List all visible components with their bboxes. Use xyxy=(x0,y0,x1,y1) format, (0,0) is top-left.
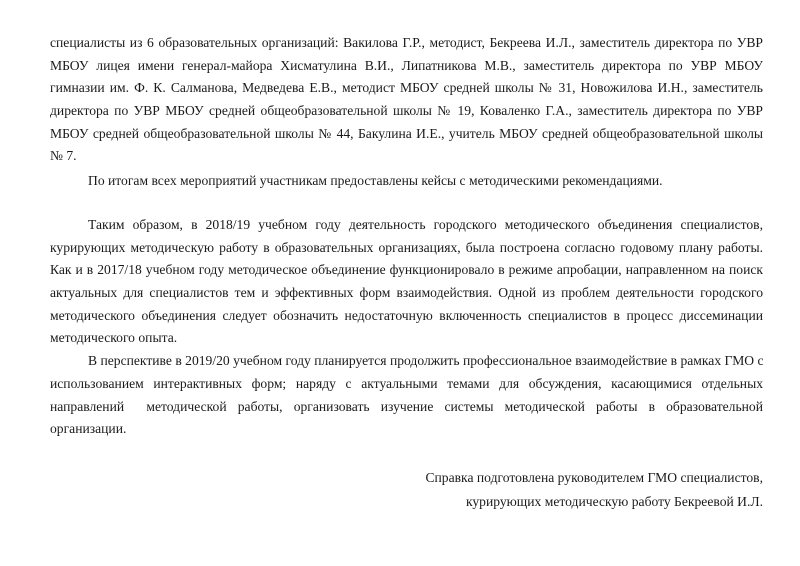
text-line: направлений методической работы, организовать изучение системы методической работы в образовательной xyxy=(50,398,763,414)
text-line: Таким образом, в 2018/19 учебном году деятельность городского методического объединения специалистов, xyxy=(88,217,763,232)
text-line: По итогам всех мероприятий участникам предоставлены кейсы с методическими рекомендациями. xyxy=(88,173,663,189)
text-line: Как и в 2017/18 учебном году методическое объединение функционировало в режиме апробации, направленном на поиск xyxy=(50,262,763,278)
text-line: использованием интерактивных форм; наряду с актуальными темами для обсуждения, касающимися отдельных xyxy=(50,375,763,391)
text-line: В перспективе в 2019/20 учебном году планируется продолжить профессиональное взаимодействие в рамках ГМО с xyxy=(88,353,764,369)
text-line: МБОУ лицея имени генерал-майора Хисматулина В.И., Липатникова М.В., заместитель директора по УВР МБОУ xyxy=(50,57,763,73)
text-line: курирующих методическую работу в образовательных организациях, была построена согласно годовому плану работы. xyxy=(50,239,763,255)
text-line: МБОУ средней общеобразовательной школы № 44, Бакулина И.Е., учитель МБОУ средней общеобразовательной школы xyxy=(50,125,763,141)
text-line: актуальных для специалистов тем и эффективных форм взаимодействия. Одной из проблем деятельности городского xyxy=(50,285,763,301)
text-line: специалисты из 6 образовательных организаций: Вакилова Г.Р., методист, Бекреева И.Л., заместитель директора по УВР xyxy=(50,35,763,50)
paragraph-participants xyxy=(50,32,763,193)
signature xyxy=(425,466,763,513)
text-line: методического объединения следует обозначить недостаточную включенность специалистов в процесс диссеминации xyxy=(50,307,763,323)
text-line: организации. xyxy=(50,421,127,437)
text-line: методического опыта. xyxy=(50,330,178,346)
text-line: директора по УВР МБОУ средней общеобразовательной школы № 19, Коваленко Г.А., заместитель директора по УВР xyxy=(50,103,763,119)
signature-line: Справка подготовлена руководителем ГМО специалистов, xyxy=(425,470,763,485)
paragraph-summary xyxy=(50,214,763,441)
signature-line: курирующих методическую работу Бекреевой И.Л. xyxy=(465,493,763,509)
text-line: № 7. xyxy=(50,148,77,164)
text-line: гимназии им. Ф. К. Салманова, Медведева Е.В., методист МБОУ средней школы № 31, Новожилова И.Н., заместитель xyxy=(50,80,763,96)
